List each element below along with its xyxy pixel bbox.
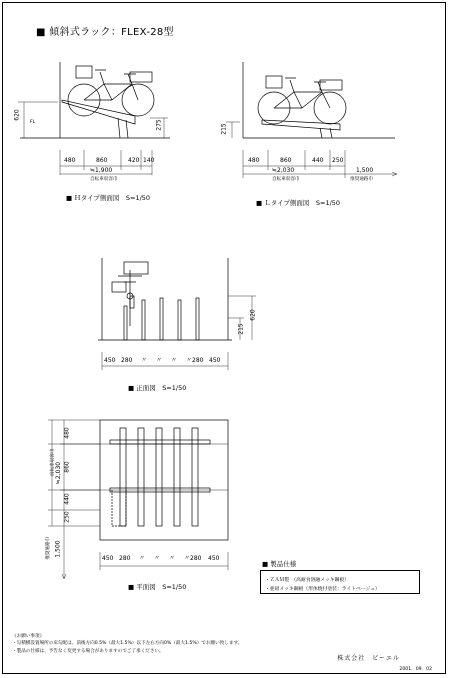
h-dim-420: 420 <box>128 157 140 164</box>
front-dim-1: 450 <box>104 357 116 364</box>
front-dim-7: 280 <box>192 357 204 364</box>
l-passage-sub: 推奨通路巾 <box>350 177 373 182</box>
l-dim-215: 215 <box>220 123 228 135</box>
h-dim-140: 140 <box>143 157 155 164</box>
company-name: 株式会社 ビーエル <box>337 655 400 662</box>
plan-dim-b7: 280 <box>190 555 202 562</box>
h-dim-275: 275 <box>155 119 163 131</box>
l-total: ≒2,030 <box>272 167 295 174</box>
plan-dim-b4: 〃 <box>154 555 161 562</box>
spec-heading: ■ 製品仕様 <box>262 560 297 568</box>
front-dim-3: 〃 <box>141 357 148 364</box>
spec-line-1: ・ＺＡＭ製 （高耐食溶融メッキ鋼板） <box>265 578 349 583</box>
fl-label: FL <box>30 120 36 125</box>
front-dim-215: 215 <box>237 323 245 335</box>
plan-dim-440: 440 <box>63 493 71 505</box>
plan-dim-b3: 〃 <box>139 555 146 562</box>
plan-dim-b6: 〃 <box>184 555 191 562</box>
plan-dim-250: 250 <box>63 511 71 523</box>
h-total-sub: 自転車収容巾 <box>90 177 118 182</box>
plan-dim-480: 480 <box>63 427 71 439</box>
l-dim-480: 480 <box>248 157 260 164</box>
front-caption: ■ 正面図 S=1/50 <box>128 384 187 392</box>
h-dim-480: 480 <box>64 157 76 164</box>
plan-dim-b2: 280 <box>119 555 131 562</box>
l-dim-860: 860 <box>280 157 292 164</box>
plan-left-total: ≒2,030 <box>55 461 63 485</box>
l-dim-440: 440 <box>312 157 324 164</box>
front-dim-6: 〃 <box>186 357 193 364</box>
l-total-sub: 自転車収容巾 <box>272 177 300 182</box>
h-dim-620: 620 <box>13 109 21 121</box>
front-dim-620: 620 <box>249 309 257 321</box>
front-dim-2: 280 <box>121 357 133 364</box>
l-dim-250: 250 <box>332 157 344 164</box>
notes-heading: 《お願い事項》 <box>12 634 45 639</box>
notes <box>12 633 242 655</box>
front-dim-4: 〃 <box>156 357 163 364</box>
plan-dim-b8: 450 <box>208 555 220 562</box>
front-dim-5: 〃 <box>171 357 178 364</box>
plan-left-label: 自転車収容巾 <box>50 448 56 477</box>
h-caption: ■ Ｈタイプ側面図 S=1/50 <box>66 194 151 202</box>
l-caption: ■ Ｌタイプ側面図 S=1/50 <box>256 199 341 207</box>
h-dim-860: 860 <box>96 157 108 164</box>
l-passage: 1,500 <box>356 167 374 174</box>
plan-caption: ■ 平面図 S=1/50 <box>128 583 187 591</box>
drawing-date: 2001．09．02 <box>399 667 432 672</box>
plan-dim-b5: 〃 <box>169 555 176 562</box>
spec-box <box>260 570 420 594</box>
plan-passage: 1,500 <box>54 540 62 558</box>
notes-line-1: ・勾積横設置場所の床勾配は、前後方向0.5%（最大1.5%）以下左右方向0%（最大1.5%）でお願い致します。 <box>12 641 243 647</box>
front-dim-8: 450 <box>209 357 221 364</box>
plan-dim-860: 860 <box>63 461 71 473</box>
notes-line-2: ・製品の仕様は、予告なく変更する場合がありますのでご了承ください。 <box>12 648 164 654</box>
page-title: ■ 傾斜式ラック：FLEX-28型 <box>36 27 174 38</box>
plan-dim-b1: 450 <box>102 555 114 562</box>
h-total: ≒1,900 <box>90 167 113 174</box>
plan-passage-label: 推奨通路巾 <box>46 536 52 560</box>
spec-line-2: ・亜鉛メッキ鋼板（形体焼付塗装：ライトベージュ） <box>265 587 380 592</box>
